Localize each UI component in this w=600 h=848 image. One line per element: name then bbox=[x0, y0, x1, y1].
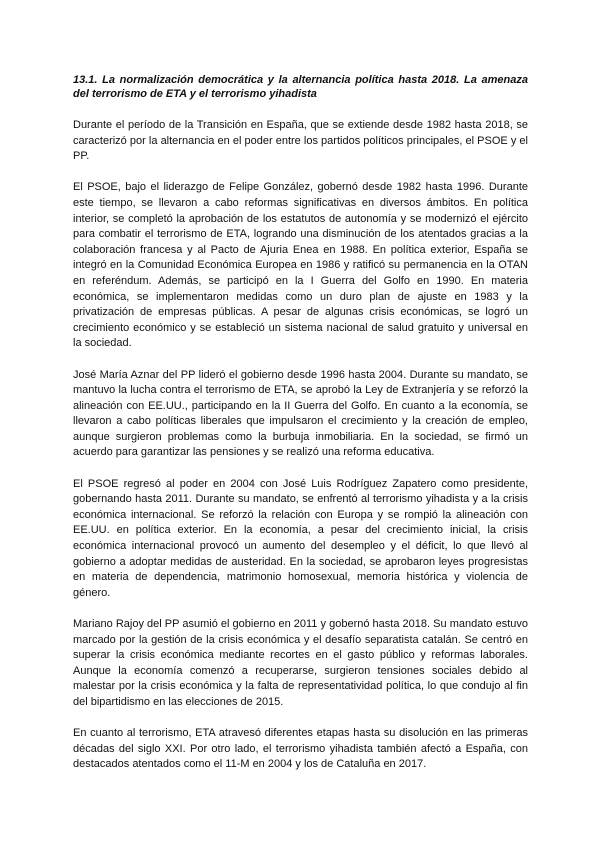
paragraph-pp-aznar: José María Aznar del PP lideró el gobierno desde 1996 hasta 2004. Durante su mandato, se mantuvo la lucha contra el terrorismo de ETA, se aprobó la Ley de Extranjería y se reforzó la alineación con EE.UU., participando en la II Guerra del Golfo. En cuanto a la economía, se llevaron a cabo políticas liberales que impulsaron el crecimiento y la creación de empleo, aunque surgieron problemas como la burbuja inmobiliaria. En la sociedad, se firmó un acuerdo para garantizar las pensiones y se realizó una reforma educativa. bbox=[73, 368, 528, 459]
document-page bbox=[73, 73, 528, 789]
paragraph-terrorism: En cuanto al terrorismo, ETA atravesó diferentes etapas hasta su disolución en las primeras décadas del siglo XXI. Por otro lado, el terrorismo yihadista también afectó a España, con destacados atentados como el 11-M en 2004 y los de Cataluña en 2017. bbox=[73, 727, 528, 771]
paragraph-psoe-zapatero: El PSOE regresó al poder en 2004 con José Luis Rodríguez Zapatero como presidente, gobernando hasta 2011. Durante su mandato, se enfrentó al terrorismo yihadista y a la crisis económica internacional. Se reforzó la relación con Europa y se rompió la alineación con EE.UU. en política exterior. En la economía, a pesar del crecimiento inicial, la crisis económica internacional provocó un aumento del desempleo y el déficit, lo que llevó al gobierno a adoptar medidas de austeridad. En la sociedad, se aprobaron leyes progresistas en materia de dependencia, matrimonio homosexual, memoria histórica y violencia de género. bbox=[73, 477, 528, 599]
section-heading: 13.1. La normalización democrática y la alternancia política hasta 2018. La amenaza del terrorismo de ETA y el terrorismo yihadista bbox=[73, 74, 528, 100]
paragraph-pp-rajoy: Mariano Rajoy del PP asumió el gobierno en 2011 y gobernó hasta 2018. Su mandato estuvo marcado por la gestión de la crisis económica y el desafío separatista catalán. Se centró en superar la crisis económica mediante recortes en el gasto público y reformas laborales. Aunque la economía comenzó a recuperarse, surgieron tensiones sociales debido al malestar por la crisis económica y la falta de representatividad política, lo que condujo al fin del bipartidismo en las elecciones de 2015. bbox=[73, 618, 528, 708]
paragraph-psoe-gonzalez: El PSOE, bajo el liderazgo de Felipe González, gobernó desde 1982 hasta 1996. Durante este tiempo, se llevaron a cabo reformas significativas en diversos ámbitos. En política interior, se completó la aprobación de los estatutos de autonomía y se modernizó el ejército para combatir el terrorismo de ETA, logrando una disminución de los atentados gracias a la colaboración francesa y al Pacto de Ajuria Enea en 1988. En política exterior, España se integró en la Comunidad Económica Europea en 1986 y ratificó su permanencia en la OTAN en referéndum. Además, se participó en la I Guerra del Golfo en 1990. En materia económica, se implementaron medidas como un duro plan de ajuste en 1983 y la privatización de empresas públicas. A pesar de algunas crisis económicas, se logró un crecimiento económico y se estableció un sistema nacional de salud gratuito y universal en la sociedad. bbox=[73, 181, 528, 350]
paragraph-transition-intro: Durante el período de la Transición en España, que se extiende desde 1982 hasta 2018, se caracterizó por la alternancia en el poder entre los partidos políticos principales, el PSOE y el PP. bbox=[73, 119, 528, 163]
